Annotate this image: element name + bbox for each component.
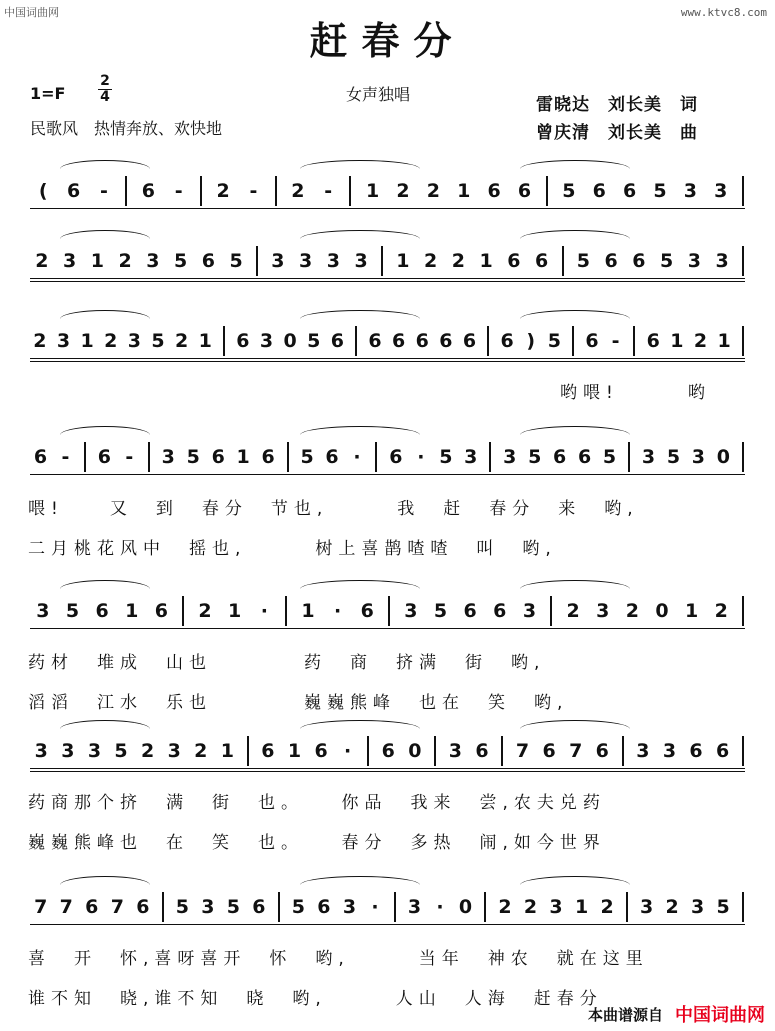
note: 3 bbox=[407, 896, 422, 918]
beam-underline bbox=[30, 358, 745, 362]
note: 6 bbox=[66, 180, 81, 202]
note: 6 bbox=[500, 330, 514, 352]
note: 3 bbox=[87, 740, 102, 762]
bar-line bbox=[223, 326, 225, 356]
beam-underline bbox=[30, 768, 745, 772]
bar-line bbox=[633, 326, 635, 356]
note: · bbox=[353, 446, 361, 468]
note: 0 bbox=[283, 330, 297, 352]
note: 6 bbox=[592, 180, 606, 202]
note: 1 bbox=[125, 600, 139, 622]
lyric-line-2: 谁不知 晓,谁不知 晓 哟, 人山 人海 赶春分 bbox=[28, 989, 603, 1009]
slur-mark bbox=[60, 160, 150, 169]
note: 6 bbox=[381, 740, 395, 762]
note: · bbox=[344, 740, 352, 762]
note: 6 bbox=[553, 446, 567, 468]
note: 3 bbox=[683, 180, 697, 202]
slur-mark bbox=[300, 230, 420, 239]
watermark-left: 中国词曲网 bbox=[4, 6, 59, 19]
note: 1 bbox=[287, 740, 302, 762]
bar-line bbox=[562, 246, 564, 276]
note: 3 bbox=[127, 330, 141, 352]
lyric-line-1: 哟喂! 哟 bbox=[560, 383, 711, 403]
note: - bbox=[99, 180, 108, 202]
bar-line bbox=[200, 176, 202, 206]
note: 2 bbox=[714, 600, 728, 622]
note: 3 bbox=[503, 446, 517, 468]
note: 5 bbox=[666, 446, 681, 468]
note: 1 bbox=[80, 330, 94, 352]
note: 6 bbox=[211, 446, 225, 468]
note: 6 bbox=[360, 600, 374, 622]
note: 5 bbox=[307, 330, 321, 352]
note: 1 bbox=[220, 740, 234, 762]
note: 1 bbox=[574, 896, 589, 918]
bar-line bbox=[628, 442, 630, 472]
beam-underline bbox=[30, 628, 745, 629]
lyric-line-1: 喜 开 怀,喜呀喜开 怀 哟, 当年 神农 就在这里 bbox=[28, 949, 649, 969]
note: 6 bbox=[622, 180, 637, 202]
note: 6 bbox=[368, 330, 382, 352]
note: · bbox=[260, 600, 268, 622]
bar-line bbox=[367, 736, 369, 766]
note: 1 bbox=[457, 180, 471, 202]
note: 6 bbox=[517, 180, 532, 202]
note: 5 bbox=[602, 446, 617, 468]
slur-mark bbox=[300, 720, 420, 729]
note: 6 bbox=[330, 330, 344, 352]
note: 3 bbox=[549, 896, 563, 918]
bar-line bbox=[375, 442, 377, 472]
note: 6 bbox=[595, 740, 609, 762]
composer-credit: 曾庆清 刘长美 曲 bbox=[536, 123, 698, 143]
lyric-line-1: 药材 堆成 山也 药 商 挤满 街 哟, bbox=[28, 653, 546, 673]
slur-mark bbox=[300, 426, 420, 435]
bar-line bbox=[148, 442, 150, 472]
note: 2 bbox=[693, 330, 708, 352]
notation-row bbox=[28, 892, 750, 922]
note: 6 bbox=[475, 740, 489, 762]
note: 6 bbox=[604, 250, 618, 272]
note: - bbox=[174, 180, 183, 202]
watermark-right: www.ktvc8.com bbox=[680, 6, 767, 19]
note: 5 bbox=[291, 896, 306, 918]
note: 3 bbox=[342, 896, 357, 918]
bar-line bbox=[572, 326, 574, 356]
bar-line bbox=[742, 736, 744, 766]
lyricist-credit: 雷晓达 刘长美 词 bbox=[536, 95, 698, 115]
note: 6 bbox=[507, 250, 521, 272]
note: 3 bbox=[596, 600, 610, 622]
note: 6 bbox=[141, 180, 155, 202]
note: 3 bbox=[464, 446, 478, 468]
note: 5 bbox=[528, 446, 542, 468]
note: 2 bbox=[424, 250, 438, 272]
bar-line bbox=[622, 736, 624, 766]
notation-row bbox=[28, 442, 750, 472]
note: 6 bbox=[577, 446, 592, 468]
note: 1 bbox=[228, 600, 242, 622]
notation-row bbox=[28, 326, 750, 356]
bar-line bbox=[388, 596, 390, 626]
note: 3 bbox=[404, 600, 418, 622]
note: · bbox=[333, 600, 342, 622]
bar-line bbox=[742, 326, 744, 356]
note: - bbox=[324, 180, 333, 202]
bar-line bbox=[489, 442, 491, 472]
lyric-line-2: 二月桃花风中 摇也, 树上喜鹊喳喳 叫 哟, bbox=[28, 539, 557, 559]
note: 5 bbox=[547, 330, 561, 352]
beam-underline bbox=[30, 924, 745, 925]
slur-mark bbox=[300, 580, 420, 589]
note: 6 bbox=[252, 896, 266, 918]
note: 6 bbox=[493, 600, 507, 622]
note: 6 bbox=[646, 330, 660, 352]
bar-line bbox=[550, 596, 552, 626]
note: 2 bbox=[140, 740, 155, 762]
note: 0 bbox=[458, 896, 473, 918]
time-signature bbox=[98, 74, 112, 105]
note: 2 bbox=[174, 330, 189, 352]
note: 3 bbox=[34, 740, 48, 762]
slur-mark bbox=[520, 876, 630, 885]
note: 2 bbox=[451, 250, 465, 272]
key-signature: 1=F bbox=[30, 84, 66, 103]
note: 6 bbox=[415, 330, 429, 352]
note: 5 bbox=[65, 600, 80, 622]
note: 1 bbox=[479, 250, 493, 272]
bar-line bbox=[125, 176, 127, 206]
slur-mark bbox=[60, 876, 150, 885]
note: 5 bbox=[660, 250, 674, 272]
note: 6 bbox=[715, 740, 730, 762]
note: 7 bbox=[515, 740, 530, 762]
note: 6 bbox=[261, 740, 275, 762]
notation-row bbox=[28, 176, 750, 206]
note: 2 bbox=[33, 330, 47, 352]
note: 7 bbox=[569, 740, 583, 762]
slur-mark bbox=[60, 580, 150, 589]
slur-mark bbox=[60, 426, 150, 435]
note: 6 bbox=[95, 600, 109, 622]
note: 3 bbox=[61, 740, 75, 762]
note: 2 bbox=[498, 896, 512, 918]
note: 6 bbox=[201, 250, 215, 272]
source-brand: 中国词曲网 bbox=[675, 1005, 765, 1026]
note: 3 bbox=[63, 250, 77, 272]
note: 3 bbox=[201, 896, 215, 918]
note: 2 bbox=[426, 180, 440, 202]
note: 3 bbox=[448, 740, 462, 762]
note: 3 bbox=[662, 740, 677, 762]
note: 3 bbox=[36, 600, 50, 622]
beam-underline bbox=[30, 278, 745, 282]
bar-line bbox=[256, 246, 258, 276]
bar-line bbox=[381, 246, 383, 276]
bar-line bbox=[434, 736, 436, 766]
note: 7 bbox=[59, 896, 73, 918]
note: 2 bbox=[523, 896, 538, 918]
note: 2 bbox=[625, 600, 639, 622]
note: 2 bbox=[104, 330, 118, 352]
note: 7 bbox=[110, 896, 124, 918]
bar-line bbox=[275, 176, 277, 206]
notation-row bbox=[28, 596, 750, 626]
note: · bbox=[436, 896, 444, 918]
slur-mark bbox=[60, 720, 150, 729]
note: 3 bbox=[326, 250, 340, 272]
note: 5 bbox=[716, 896, 730, 918]
note: 2 bbox=[600, 896, 614, 918]
note: 2 bbox=[216, 180, 230, 202]
slur-mark bbox=[520, 580, 630, 589]
note: 5 bbox=[300, 446, 314, 468]
note: 6 bbox=[463, 600, 477, 622]
note: 6 bbox=[136, 896, 150, 918]
bar-line bbox=[182, 596, 184, 626]
note: 5 bbox=[114, 740, 128, 762]
note: 3 bbox=[636, 740, 650, 762]
note: 3 bbox=[271, 250, 285, 272]
note: 2 bbox=[35, 250, 49, 272]
note: 6 bbox=[585, 330, 599, 352]
note: 2 bbox=[665, 896, 679, 918]
slur-mark bbox=[60, 310, 150, 319]
note: 3 bbox=[641, 446, 656, 468]
note: 7 bbox=[34, 896, 48, 918]
note: 6 bbox=[97, 446, 111, 468]
slur-mark bbox=[300, 160, 420, 169]
note: 3 bbox=[522, 600, 537, 622]
note: 2 bbox=[291, 180, 305, 202]
note: 1 bbox=[236, 446, 250, 468]
note: 3 bbox=[687, 250, 701, 272]
bar-line bbox=[742, 442, 744, 472]
note: 3 bbox=[167, 740, 181, 762]
note: 0 bbox=[655, 600, 669, 622]
note: 1 bbox=[717, 330, 731, 352]
note: 6 bbox=[542, 740, 556, 762]
bar-line bbox=[287, 442, 289, 472]
note: 3 bbox=[691, 896, 705, 918]
note: 5 bbox=[653, 180, 667, 202]
bar-line bbox=[487, 326, 489, 356]
note: 1 bbox=[301, 600, 315, 622]
note: ) bbox=[526, 330, 536, 352]
note: 5 bbox=[186, 446, 200, 468]
note: 5 bbox=[562, 180, 576, 202]
note: 2 bbox=[198, 600, 212, 622]
bar-line bbox=[742, 246, 744, 276]
note: 3 bbox=[354, 250, 368, 272]
note: 3 bbox=[691, 446, 706, 468]
note: 3 bbox=[714, 180, 728, 202]
note: 6 bbox=[85, 896, 99, 918]
note: 3 bbox=[715, 250, 729, 272]
note: 2 bbox=[396, 180, 410, 202]
bar-line bbox=[742, 176, 744, 206]
lyric-line-1: 喂! 又 到 春分 节也, 我 赶 春分 来 哟, bbox=[28, 499, 639, 519]
note: 2 bbox=[194, 740, 208, 762]
note: 3 bbox=[146, 250, 160, 272]
note: 0 bbox=[716, 446, 730, 468]
note: 5 bbox=[151, 330, 165, 352]
note: 6 bbox=[535, 250, 549, 272]
note: 6 bbox=[439, 330, 453, 352]
note: 1 bbox=[365, 180, 380, 202]
notation-row bbox=[28, 736, 750, 766]
bar-line bbox=[285, 596, 287, 626]
bar-line bbox=[501, 736, 503, 766]
meter-bottom: 4 bbox=[100, 89, 110, 105]
bar-line bbox=[278, 892, 280, 922]
note: 6 bbox=[236, 330, 250, 352]
song-title: 赶春分 bbox=[309, 18, 466, 63]
note: 1 bbox=[396, 250, 410, 272]
slur-mark bbox=[520, 310, 630, 319]
lyric-line-1: 药商那个挤 满 街 也。 你品 我来 尝,农夫兑药 bbox=[28, 793, 606, 813]
note: 6 bbox=[632, 250, 646, 272]
note: 0 bbox=[408, 740, 422, 762]
note: 5 bbox=[439, 446, 453, 468]
slur-mark bbox=[520, 230, 630, 239]
bar-line bbox=[84, 442, 86, 472]
bar-line bbox=[546, 176, 548, 206]
bar-line bbox=[162, 892, 164, 922]
note: 6 bbox=[462, 330, 477, 352]
slur-mark bbox=[300, 310, 420, 319]
bar-line bbox=[394, 892, 396, 922]
note: 3 bbox=[259, 330, 274, 352]
meter-top: 2 bbox=[98, 74, 112, 90]
slur-mark bbox=[520, 426, 630, 435]
slur-mark bbox=[60, 230, 150, 239]
notation-row bbox=[28, 246, 750, 276]
note: ( bbox=[38, 180, 48, 202]
note: 3 bbox=[56, 330, 71, 352]
note: 6 bbox=[33, 446, 48, 468]
note: 1 bbox=[670, 330, 684, 352]
note: 6 bbox=[487, 180, 501, 202]
style-marking: 民歌风 热情奔放、欢快地 bbox=[30, 119, 223, 138]
note: 2 bbox=[566, 600, 580, 622]
note: 1 bbox=[90, 250, 104, 272]
note: 1 bbox=[198, 330, 212, 352]
note: · bbox=[371, 896, 379, 918]
note: - bbox=[249, 180, 258, 202]
note: 6 bbox=[391, 330, 406, 352]
note: 6 bbox=[389, 446, 403, 468]
note: 1 bbox=[685, 600, 699, 622]
note: 5 bbox=[576, 250, 590, 272]
beam-underline bbox=[30, 474, 745, 475]
bar-line bbox=[247, 736, 249, 766]
note: 5 bbox=[175, 896, 189, 918]
note: · bbox=[417, 446, 425, 468]
note: 6 bbox=[261, 446, 275, 468]
bar-line bbox=[349, 176, 351, 206]
note: - bbox=[611, 330, 620, 352]
note: 2 bbox=[118, 250, 132, 272]
note: 5 bbox=[433, 600, 448, 622]
bar-line bbox=[742, 596, 744, 626]
slur-mark bbox=[300, 876, 420, 885]
note: 5 bbox=[174, 250, 188, 272]
note: - bbox=[61, 446, 70, 468]
note: 6 bbox=[314, 740, 328, 762]
note: 6 bbox=[689, 740, 703, 762]
lyric-line-2: 巍巍熊峰也 在 笑 也。 春分 多热 闹,如今世界 bbox=[28, 833, 606, 853]
note: 6 bbox=[317, 896, 331, 918]
slur-mark bbox=[520, 160, 630, 169]
note: 6 bbox=[154, 600, 168, 622]
bar-line bbox=[484, 892, 486, 922]
note: 3 bbox=[639, 896, 654, 918]
bar-line bbox=[742, 892, 744, 922]
note: 5 bbox=[226, 896, 240, 918]
bar-line bbox=[626, 892, 628, 922]
bar-line bbox=[355, 326, 357, 356]
note: 3 bbox=[299, 250, 313, 272]
beam-underline bbox=[30, 208, 745, 209]
note: 3 bbox=[161, 446, 175, 468]
slur-mark bbox=[520, 720, 630, 729]
lyric-line-2: 滔滔 江水 乐也 巍巍熊峰 也在 笑 哟, bbox=[28, 693, 569, 713]
source-label: 本曲谱源自 bbox=[587, 1006, 663, 1024]
performer: 女声独唱 bbox=[346, 85, 411, 104]
note: 5 bbox=[229, 250, 243, 272]
note: - bbox=[125, 446, 134, 468]
note: 6 bbox=[325, 446, 339, 468]
